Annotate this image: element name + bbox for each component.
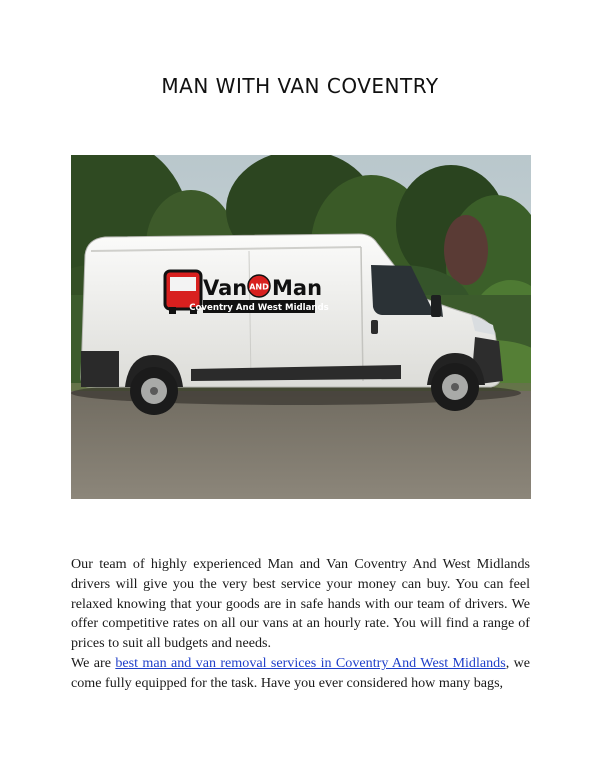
paragraph-services <box>71 654 530 694</box>
page-title: MAN WITH VAN COVENTRY <box>161 74 439 98</box>
paragraph-intro: Our team of highly experienced Man and Van Coventry And West Midlands drivers will give you the very best service your money can buy. You can feel relaxed knowing that your goods are in safe hands with our team of drivers. We offer competitive rates on all our vans at an hourly rate. You will find a range of prices to suit all budgets and needs. <box>71 556 530 652</box>
paragraph-services-end: , we come fully equipped for the task. Have you ever considered how many bags, <box>71 655 531 691</box>
logo-word-and: AND <box>249 282 269 292</box>
van-and-man-logo <box>165 271 329 314</box>
logo-word-van: Van <box>203 276 248 300</box>
logo-word-man: Man <box>272 276 323 300</box>
front-wheel <box>431 363 479 411</box>
removal-services-link[interactable]: best man and van removal services in Coventry And West Midlands <box>115 655 506 671</box>
logo-tagline: Coventry And West Midlands <box>189 303 329 313</box>
rear-wheel <box>130 367 178 415</box>
van-photo <box>71 155 531 499</box>
paragraph-services-start: We are <box>71 655 116 671</box>
